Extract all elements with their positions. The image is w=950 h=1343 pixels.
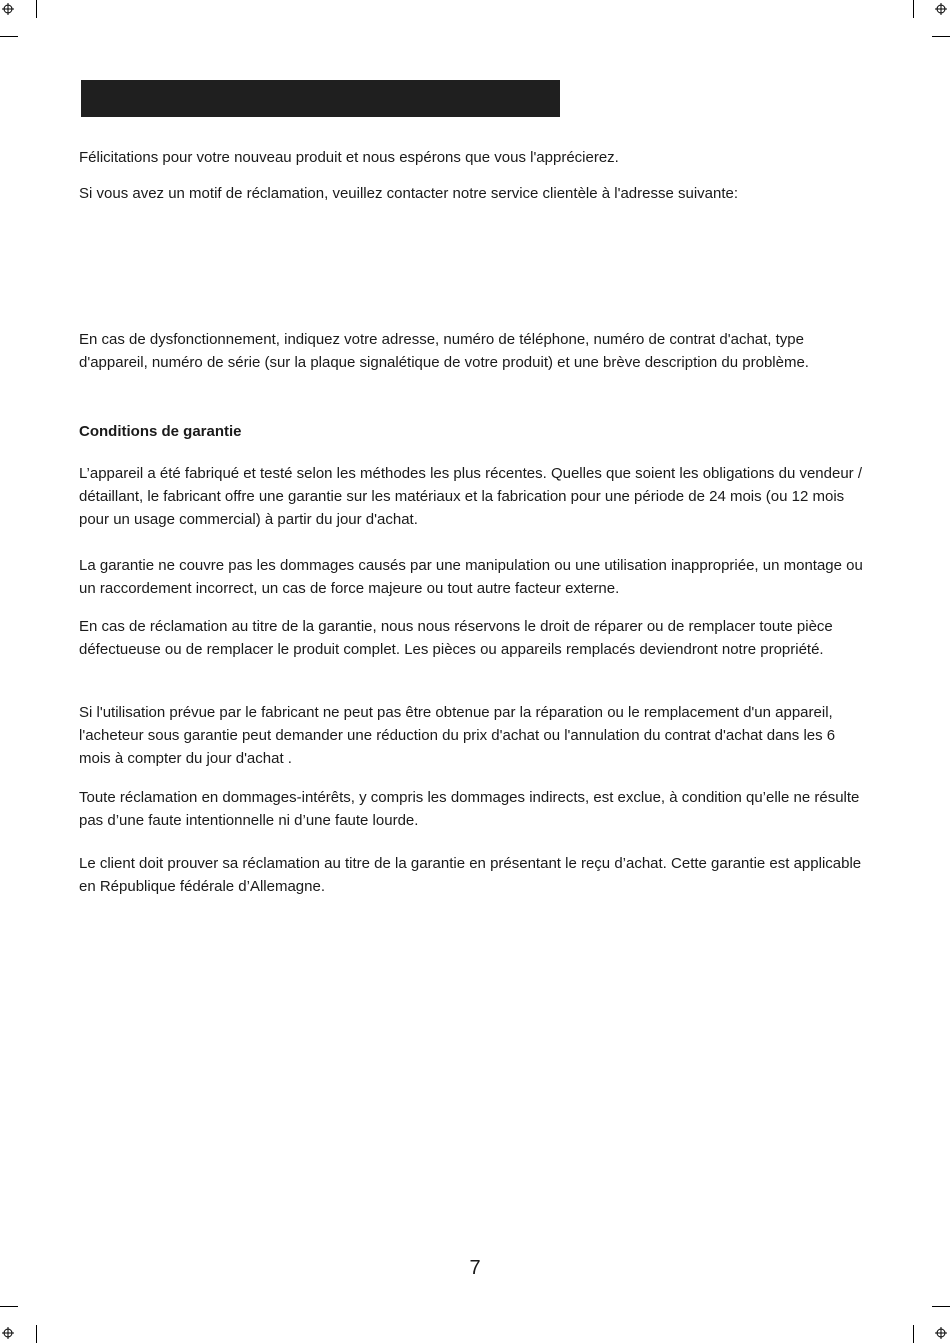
crosshair-circle-icon <box>935 1327 947 1339</box>
crosshair-circle-icon <box>2 1327 14 1339</box>
crosshair-circle-icon <box>935 3 947 15</box>
section-header-bar <box>81 80 560 117</box>
crop-mark <box>0 1306 18 1307</box>
crop-mark <box>913 0 914 18</box>
crop-mark <box>0 36 18 37</box>
crop-mark <box>36 1325 37 1343</box>
warranty-paragraph: La garantie ne couvre pas les dommages causés par une manipulation ou une utilisation inappropriée, un montage ou un raccordement incorrect, un cas de force majeure ou tout autre facteur externe. <box>79 557 863 597</box>
crop-mark <box>36 0 37 18</box>
intro-paragraph: Félicitations pour votre nouveau produit et nous espérons que vous l'apprécierez. <box>79 149 619 166</box>
contact-paragraph: Si vous avez un motif de réclamation, veuillez contacter notre service clientèle à l'adresse suivante: <box>79 185 739 202</box>
page-number: 7 <box>469 1257 481 1279</box>
crop-mark <box>932 36 950 37</box>
crosshair-circle-icon <box>2 3 14 15</box>
warranty-paragraph: Le client doit prouver sa réclamation au titre de la garantie en présentant le reçu d’achat. Cette garantie est applicable en République fédérale d’Allemagne. <box>79 855 862 895</box>
warranty-heading: Conditions de garantie <box>79 423 242 440</box>
crop-mark <box>932 1306 950 1307</box>
warranty-paragraph: L’appareil a été fabriqué et testé selon les méthodes les plus récentes. Quelles que soient les obligations du vendeur / détaillant, le fabricant offre une garantie sur les matériaux et la fabrication pour une période de 24 mois (ou 12 mois pour un usage commercial) à partir du jour d'achat. <box>79 465 862 528</box>
crop-mark <box>913 1325 914 1343</box>
warranty-paragraph: Toute réclamation en dommages-intérêts, y compris les dommages indirects, est exclue, à condition qu’elle ne résulte pas d’une faute intentionnelle ni d’une faute lourde. <box>79 789 860 829</box>
malfunction-paragraph: En cas de dysfonctionnement, indiquez votre adresse, numéro de téléphone, numéro de contrat d'achat, type d'appareil, numéro de série (sur la plaque signalétique de votre produit) et une brève description du problème. <box>79 331 809 371</box>
warranty-paragraph: Si l'utilisation prévue par le fabricant ne peut pas être obtenue par la réparation ou le remplacement d'un appareil, l'acheteur sous garantie peut demander une réduction du prix d'achat ou l'annulation du contrat d'achat dans les 6 mois à compter du jour d'achat . <box>79 704 836 767</box>
warranty-paragraph: En cas de réclamation au titre de la garantie, nous nous réservons le droit de réparer ou de remplacer toute pièce défectueuse ou de remplacer le produit complet. Les pièces ou appareils remplacés deviendront notre propriété. <box>79 618 833 658</box>
